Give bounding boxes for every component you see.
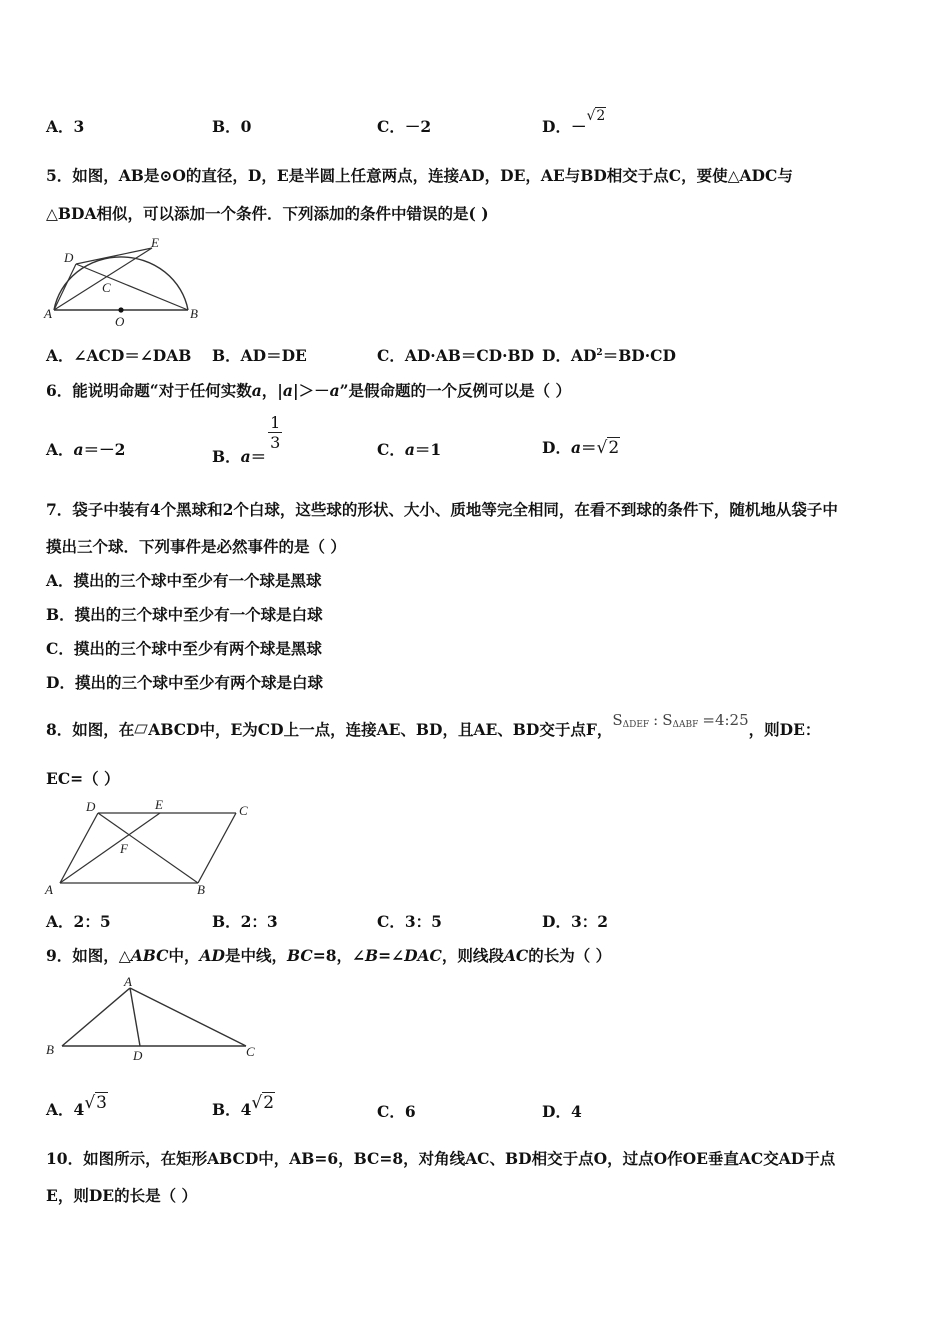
q6-option-c: C．a＝1	[377, 440, 442, 459]
q5-stem-line1: 5．如图，AB是⊙O的直径，D，E是半圆上任意两点，连接AD，DE，AE与BD相交于点C，要使△ADC与	[46, 166, 793, 185]
q6-stem: 6．能说明命题“对于任何实数a，|a|＞－a”是假命题的一个反例可以是（ ）	[46, 381, 571, 400]
q8-stem-line2: EC=（ ）	[46, 769, 120, 788]
q9-option-d: D．4	[542, 1102, 582, 1121]
q4-option-d: D．－√2	[542, 108, 606, 136]
segment-ae	[60, 813, 160, 883]
label-a: A	[124, 974, 132, 989]
q6-option-d: D．a＝√2	[542, 438, 620, 458]
side-ac	[130, 988, 246, 1046]
q7-option-a: A．摸出的三个球中至少有一个球是黑球	[46, 571, 322, 590]
label-a: A	[44, 306, 52, 321]
label-b: B	[190, 306, 198, 321]
q4-option-c: C．－2	[377, 117, 432, 136]
side-ad	[60, 813, 98, 883]
q10-stem-line1: 10．如图所示，在矩形ABCD中，AB=6，BC=8，对角线AC、BD相交于点O，过点O作OE垂直AC交AD于点	[46, 1149, 836, 1168]
q5-option-b: B．AD＝DE	[212, 346, 307, 365]
label-d: D	[133, 1048, 143, 1063]
segment-de	[76, 248, 152, 264]
q9-triangle-figure	[40, 970, 270, 1066]
sqrt-expression: √2	[251, 1093, 275, 1113]
label-d: D	[64, 250, 74, 265]
q8-stem-line1: 8．如图，在 ABCD中，E为CD上一点，连接AE、BD，且AE、BD交于点F，$S_{\Delta DEF}$ : $S_{\Delta ABF}$ =4:25，则DE：	[46, 711, 821, 739]
q8-parallelogram-figure	[40, 795, 270, 901]
q6-option-a: A．a＝－2	[46, 440, 126, 459]
label-e: E	[151, 235, 159, 250]
q7-option-c: C．摸出的三个球中至少有两个球是黑球	[46, 639, 322, 658]
q7-option-d: D．摸出的三个球中至少有两个球是白球	[46, 673, 323, 692]
q9-option-c: C．6	[377, 1102, 416, 1121]
parallelogram-icon	[134, 724, 148, 734]
q5-option-d: D．$AD^2=BD\cdot CD$	[542, 346, 676, 365]
label-e: E	[155, 797, 163, 812]
q5-option-c: C．AD·AB＝CD·BD	[377, 346, 535, 365]
side-ab	[62, 988, 130, 1046]
label-c: C	[102, 280, 111, 295]
label-c: C	[246, 1044, 255, 1059]
q9-stem: 9．如图，△ABC中，AD是中线，BC=8，∠B=∠DAC，则线段AC的长为（ ）	[46, 946, 612, 965]
fraction-one-third: $\frac{1}{3}$	[270, 413, 281, 452]
label-f: F	[120, 841, 128, 856]
q8-option-c: C．3：5	[377, 912, 442, 931]
q9-option-a: A．4√3	[46, 1093, 107, 1119]
center-point-o	[118, 307, 123, 312]
sqrt-expression: √2	[596, 438, 620, 458]
q10-stem-line2: E，则DE的长是（ ）	[46, 1186, 197, 1205]
q4-option-b: B．0	[212, 117, 252, 136]
label-b: B	[197, 882, 205, 897]
segment-bd	[98, 813, 198, 883]
q7-stem-line1: 7．袋子中装有4个黑球和2个白球，这些球的形状、大小、质地等完全相同，在看不到球的条件下，随机地从袋子中	[46, 500, 838, 519]
label-d: D	[86, 799, 96, 814]
q4-option-a: A．3	[46, 117, 85, 136]
segment-bd	[76, 264, 188, 310]
q5-stem-line2: △BDA相似，可以添加一个条件．下列添加的条件中错误的是( )	[46, 204, 489, 223]
q7-stem-line2: 摸出三个球．下列事件是必然事件的是（ ）	[46, 537, 346, 556]
sqrt-expression: √3	[84, 1093, 107, 1113]
label-o: O	[115, 314, 125, 329]
side-bc	[198, 813, 236, 883]
sqrt-expression: √2	[586, 108, 606, 124]
q8-option-d: D．3：2	[542, 912, 609, 931]
label-c: C	[239, 803, 248, 818]
q5-option-a: A．∠ACD＝∠DAB	[46, 346, 192, 365]
q9-option-b: B．4√2	[212, 1093, 275, 1119]
q5-semicircle-figure	[40, 234, 210, 330]
q6-option-b: B．a＝ $\frac{1}{3}$	[212, 413, 281, 466]
area-ratio: $S_{\Delta DEF}$ : $S_{\Delta ABF}$ =4:25	[612, 711, 749, 730]
q7-option-b: B．摸出的三个球中至少有一个球是白球	[46, 605, 323, 624]
label-b: B	[46, 1042, 54, 1057]
label-a: A	[45, 882, 53, 897]
median-ad	[130, 988, 140, 1046]
q8-option-b: B．2：3	[212, 912, 278, 931]
q8-option-a: A．2：5	[46, 912, 111, 931]
